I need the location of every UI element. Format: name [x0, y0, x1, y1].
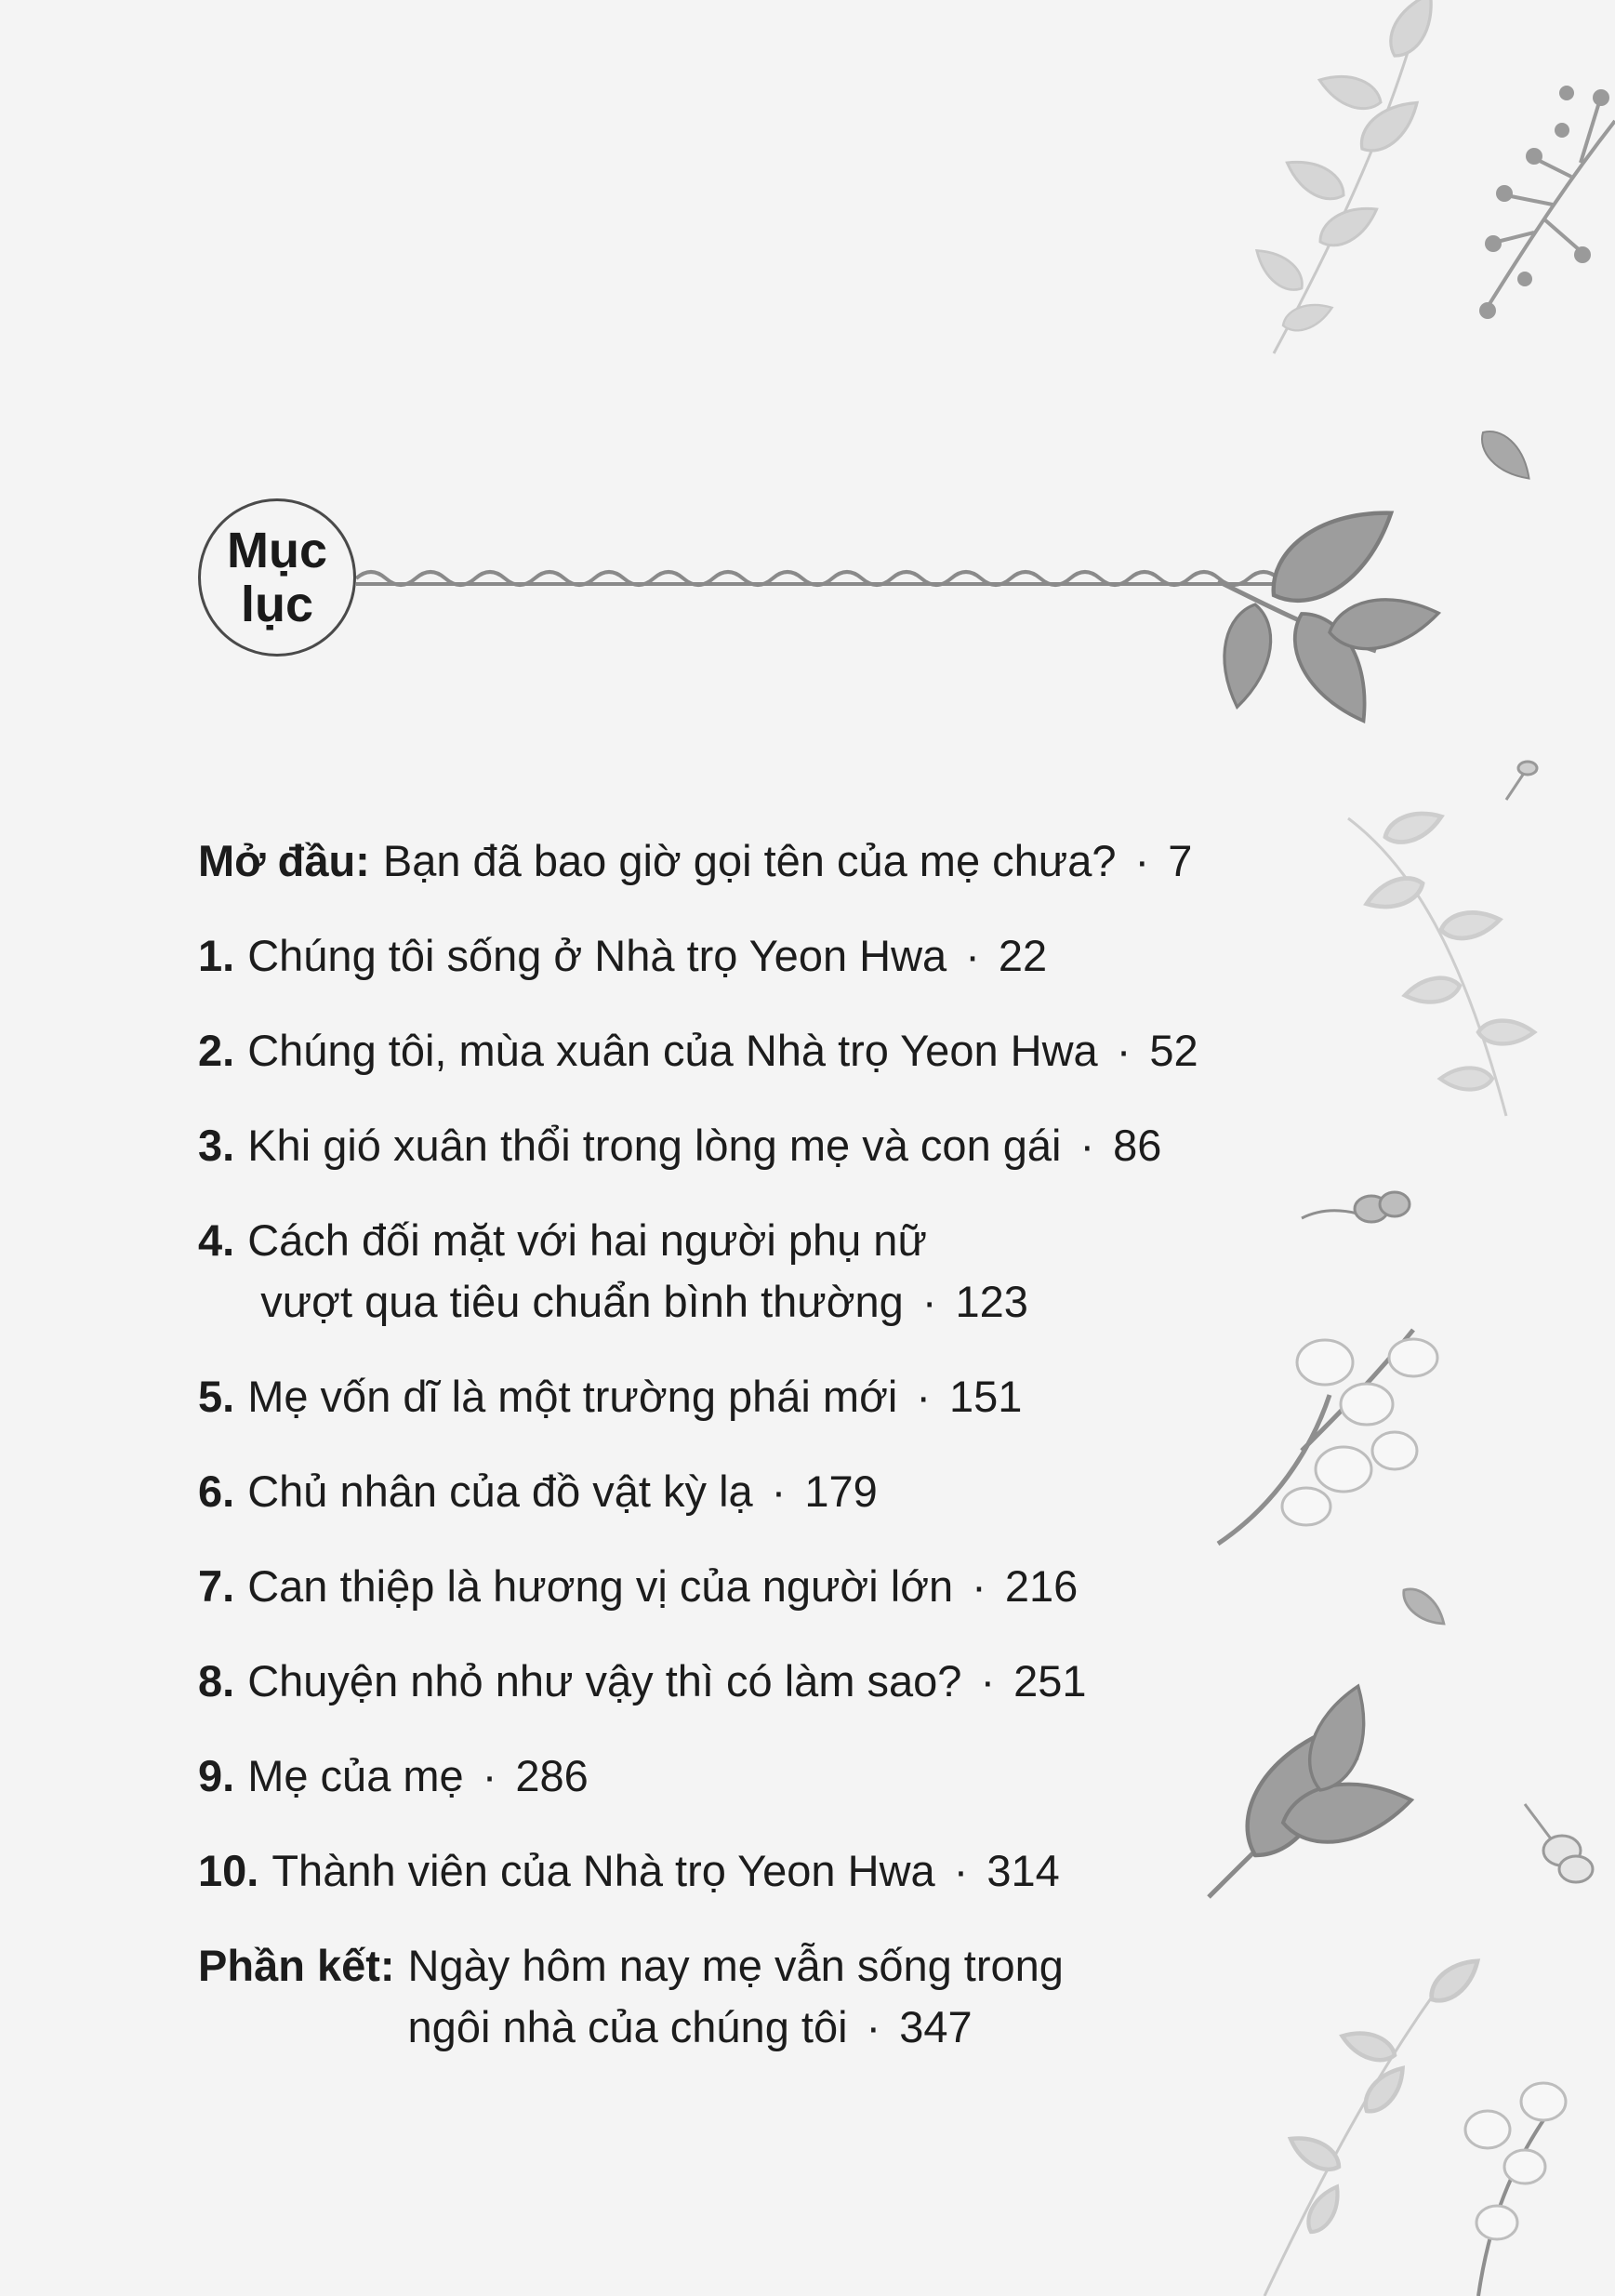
toc-title: Chúng tôi sống ở Nhà trọ Yeon Hwa [247, 931, 947, 980]
toc-page-number: 286 [515, 1751, 589, 1800]
page-title-line-2: lục [240, 577, 314, 632]
toc-title-continued: ngôi nhà của chúng tôi [407, 2002, 848, 2051]
toc-title: Bạn đã bao giờ gọi tên của mẹ chưa? [382, 836, 1117, 885]
leaf-branch-icon [1249, 0, 1444, 353]
flower-sprig-icon [1465, 2083, 1566, 2296]
toc-entry-epilogue[interactable] [198, 1935, 1407, 2058]
toc-label: 1. [198, 931, 235, 980]
toc-separator: · [980, 1656, 996, 1705]
toc-title: Thành viên của Nhà trọ Yeon Hwa [271, 1846, 935, 1895]
toc-entry-1[interactable] [198, 925, 1407, 987]
toc-entry-7[interactable] [198, 1556, 1407, 1617]
toc-title: Can thiệp là hương vị của người lớn [247, 1561, 954, 1611]
toc-label: 2. [198, 1026, 235, 1075]
toc-entry-4[interactable] [198, 1210, 1407, 1333]
leaf-branch-icon [1215, 488, 1443, 735]
toc-page-number: 251 [1013, 1656, 1087, 1705]
flower-sprig-icon [1525, 1804, 1593, 1882]
toc-separator: · [916, 1372, 932, 1421]
page-title-badge [198, 498, 356, 657]
toc-separator: · [771, 1467, 787, 1516]
toc-page-number: 52 [1149, 1026, 1198, 1075]
toc-label: 3. [198, 1121, 235, 1170]
toc-page-number: 86 [1113, 1121, 1162, 1170]
flower-sprig-icon [1479, 86, 1615, 319]
toc-title: Chúng tôi, mùa xuân của Nhà trọ Yeon Hwa [247, 1026, 1098, 1075]
toc-page-number: 347 [899, 2002, 973, 2051]
toc-page-number: 123 [955, 1277, 1028, 1326]
toc-separator: · [972, 1561, 986, 1611]
toc-label: Mở đầu: [198, 836, 370, 885]
toc-entry-8[interactable] [198, 1651, 1407, 1712]
toc-title: Khi gió xuân thổi trong lòng mẹ và con gái [247, 1121, 1062, 1170]
toc-separator: · [921, 1277, 937, 1326]
toc-title: Chuyện nhỏ như vậy thì có làm sao? [247, 1656, 962, 1705]
toc-title: Mẹ vốn dĩ là một trường phái mới [247, 1372, 898, 1421]
toc-page-number: 216 [1004, 1561, 1079, 1611]
toc-entry-10[interactable] [198, 1840, 1407, 1902]
toc-label: 9. [198, 1751, 235, 1800]
toc-label: 8. [198, 1656, 235, 1705]
toc-separator: · [1134, 836, 1150, 885]
table-of-contents [198, 830, 1407, 2058]
toc-label: 4. [198, 1215, 235, 1265]
toc-label: 10. [198, 1846, 259, 1895]
flower-sprig-icon [1506, 762, 1537, 800]
leaf-branch-icon [1473, 422, 1539, 488]
toc-page-number: 179 [804, 1467, 878, 1516]
toc-page-number: 151 [949, 1372, 1023, 1421]
toc-label: 7. [198, 1561, 235, 1611]
toc-entry-3[interactable] [198, 1115, 1407, 1176]
toc-separator: · [1079, 1121, 1095, 1170]
toc-title: Ngày hôm nay mẹ vẫn sống trong [407, 1941, 1064, 1990]
toc-separator: · [1116, 1026, 1132, 1075]
toc-entry-5[interactable] [198, 1366, 1407, 1427]
toc-page-number: 314 [986, 1846, 1060, 1895]
toc-entry-prologue[interactable] [198, 830, 1407, 892]
toc-entry-2[interactable] [198, 1020, 1407, 1082]
toc-separator: · [482, 1751, 497, 1800]
toc-label: Phần kết: [198, 1941, 395, 1990]
toc-page-number: 7 [1168, 836, 1193, 885]
toc-title-continued: vượt qua tiêu chuẩn bình thường [260, 1277, 904, 1326]
toc-title: Cách đối mặt với hai người phụ nữ [247, 1215, 927, 1265]
toc-title: Mẹ của mẹ [247, 1751, 464, 1800]
toc-separator: · [965, 931, 980, 980]
toc-label: 6. [198, 1467, 235, 1516]
toc-title: Chủ nhân của đồ vật kỳ lạ [247, 1467, 753, 1516]
toc-separator: · [953, 1846, 969, 1895]
toc-separator: · [866, 2002, 881, 2051]
toc-entry-9[interactable] [198, 1745, 1407, 1807]
toc-label: 5. [198, 1372, 235, 1421]
toc-page-number: 22 [998, 931, 1048, 980]
page-title-line-1: Mục [227, 523, 327, 578]
toc-entry-6[interactable] [198, 1461, 1407, 1522]
